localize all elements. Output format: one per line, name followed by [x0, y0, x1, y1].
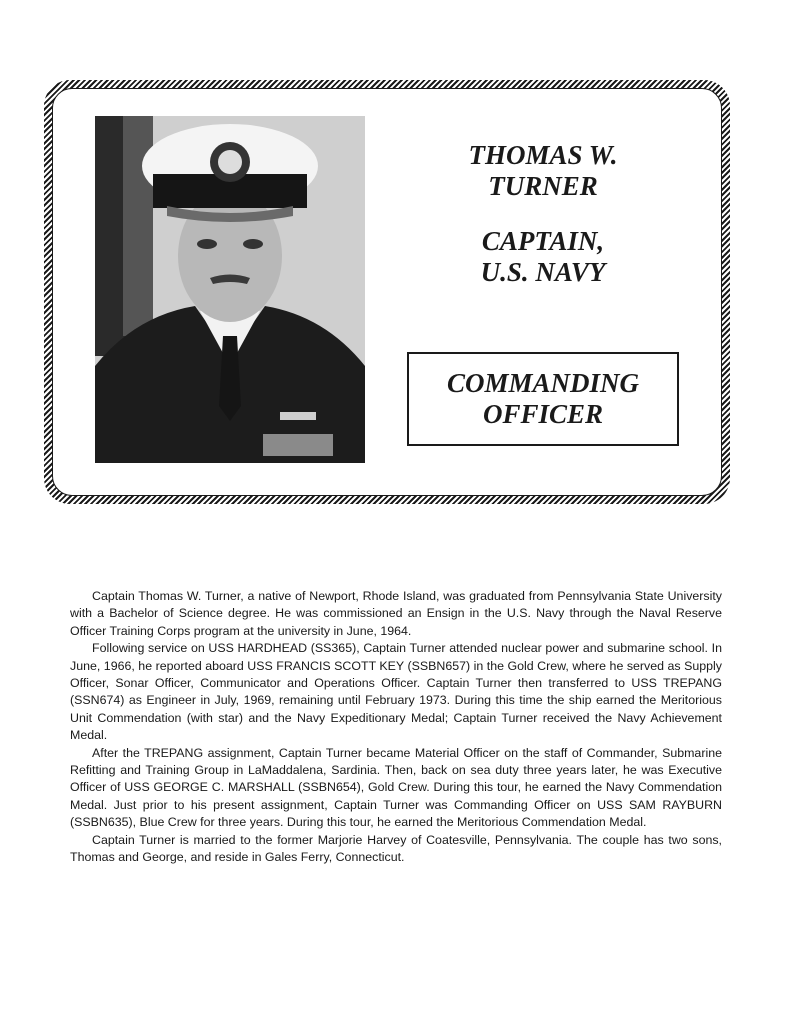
bio-paragraph: Following service on USS HARDHEAD (SS365), Captain Turner attended nuclear power and submarine school. In June, 1966, he reported aboard USS FRANCIS SCOTT KEY (SSBN657) in the Gold Crew, where he served as Supply Officer, Sonar Officer, Communicator and Operations Officer. Captain Turner then transferred to USS TREPANG (SSN674) as Engineer in July, 1969, remaining until February 1973. During this time the ship earned the Meritorious Unit Commendation (with star) and the Navy Expeditionary Medal; Captain Turner received the Navy Achievement Medal. — [70, 641, 722, 743]
role-line-1: COMMANDING — [446, 368, 640, 398]
role-box — [407, 352, 679, 446]
name-line-1: THOMAS W. — [468, 140, 618, 170]
portrait-illustration — [95, 116, 365, 463]
bio-paragraph: Captain Thomas W. Turner, a native of Newport, Rhode Island, was graduated from Pennsylvania State University with a Bachelor of Science degree. He was commissioned an Ensign in the U.S. Navy through the Naval Reserve Officer Training Corps program at the university in June, 1964. — [70, 589, 722, 638]
name-line-2: TURNER — [488, 171, 598, 201]
rank-line-1: CAPTAIN, — [481, 226, 605, 256]
bio-paragraph: After the TREPANG assignment, Captain Turner became Material Officer on the staff of Commander, Submarine Refitting and Training Group in LaMaddalena, Sardinia. Then, back on sea duty three years later, he was Executive Officer of USS GEORGE C. MARSHALL (SSBN654), Gold Crew. During this tour, he earned the Navy Commendation Medal. Just prior to his present assignment, Captain Turner was Commanding Officer on USS SAM RAYBURN (SSBN635), Blue Crew for three years. During this tour, he earned the Meritorious Commendation Medal. — [70, 745, 722, 830]
bio-paragraph: Captain Turner is married to the former Marjorie Harvey of Coatesville, Pennsylvania. The couple has two sons, Thomas and George, and reside in Gales Ferry, Connecticut. — [70, 832, 722, 865]
officer-name-block — [405, 140, 681, 288]
rank-line-2: U.S. NAVY — [480, 257, 606, 287]
biography-text — [70, 588, 722, 867]
portrait-photo — [95, 116, 365, 463]
role-line-2: OFFICER — [482, 399, 604, 429]
